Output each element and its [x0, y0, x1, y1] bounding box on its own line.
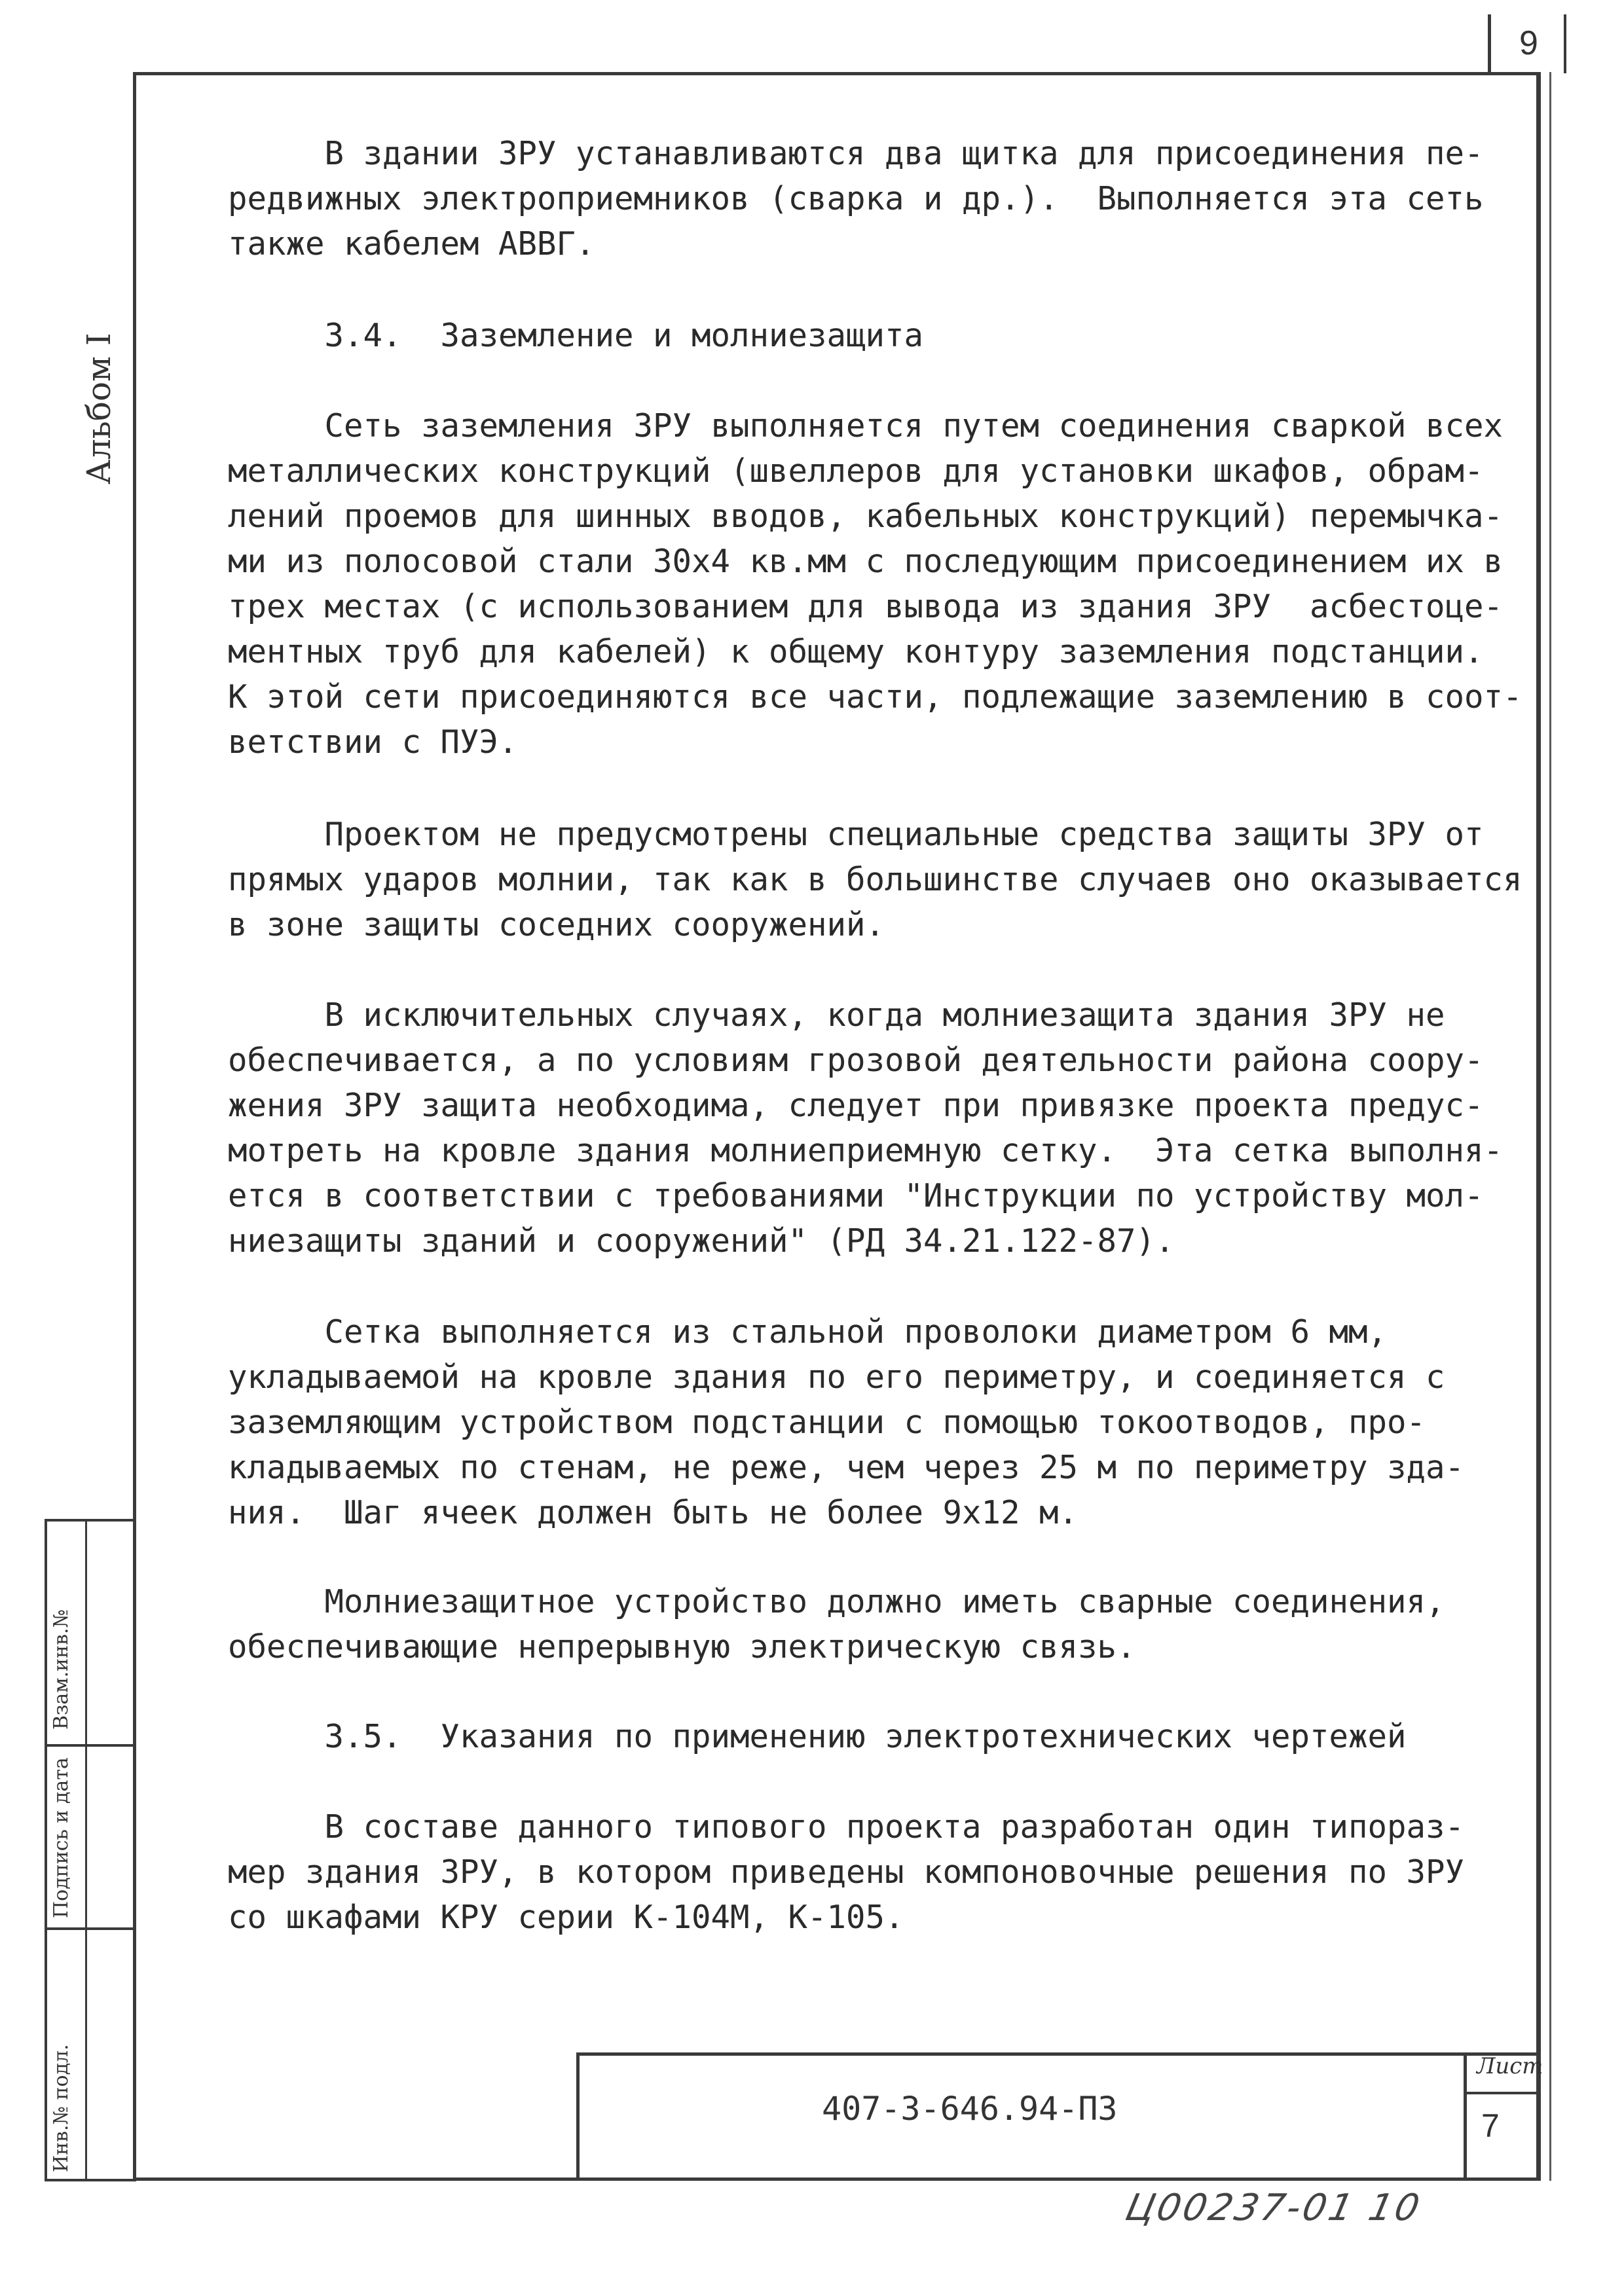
paragraph-grounding-network: Сеть заземления ЗРУ выполняется путем соединения сваркой всех металлических конструкций (швеллеров для установки шкафов, обрам- лений проемов для шинных вводов, кабельных конструкций) перемычка- ми из полосовой стали 30х4 кв.мм с последующим присоединением их в трех местах (с использованием для вывода из здания ЗРУ асбестоце- ментных труб для кабелей) к общему контуру заземления подстанции. К этой сети присоединяются все части, подлежащие заземлению в соот- ветствии с ПУЭ. [228, 407, 1522, 761]
sheet-cell-separator [1467, 2092, 1541, 2094]
stamp-row-divider [47, 1927, 136, 1930]
paragraph-lightning-not-provided: Проектом не предусмотрены специальные средства защиты ЗРУ от прямых ударов молнии, так как в большинстве случаев оно оказывается в зоне защиты соседних сооружений. [228, 816, 1522, 943]
paragraph-mobile-receivers: В здании ЗРУ устанавливаются два щитка для присоединения пе- редвижных электроприемников (сварка и др.). Выполняется эта сеть также кабелем АВВГ. [228, 135, 1484, 263]
sheet-number: 7 [1481, 2107, 1500, 2144]
stamp-signature-date: Подпись и дата [50, 1757, 73, 1918]
album-label: Альбом I [80, 333, 118, 484]
sheet-label: Лист [1477, 2053, 1543, 2079]
frame-outer-right-line [1549, 72, 1551, 2181]
stamp-row-divider [47, 1744, 136, 1747]
paragraph-welded-joints: Молниезащитное устройство должно иметь сварные соединения, обеспечивающие непрерывную электрическую связь. [228, 1583, 1445, 1666]
stamp-column-divider [85, 1522, 87, 2179]
paragraph-exceptional-cases: В исключительных случаях, когда молниезащита здания ЗРУ не обеспечивается, а по условиям грозовой деятельности района соору- жения ЗРУ защита необходима, следует при привязке проекта предус- мотреть на кровле здания молниеприемную сетку. Эта сетка выполня- ется в соответствии с требованиями "Инструкции по устройству мол- ниезащиты зданий и сооружений" (РД 34.21.122-87). [228, 996, 1504, 1260]
stamp-inv-original: Инв.№ подл. [50, 2044, 73, 2172]
paragraph-typical-project: В составе данного типового проекта разработан один типораз- мер здания ЗРУ, в котором приведены компоновочные решения по ЗРУ со шкафами КРУ серии К-104М, К-105. [228, 1808, 1465, 1936]
stamp-exchange-inv: Взам.инв.№ [50, 1609, 73, 1730]
section-heading-drawings: 3.5. Указания по применению электротехнических чертежей [228, 1718, 1407, 1755]
handwritten-inventory-note: Ц00237-01 10 [1122, 2187, 1426, 2229]
page-number: 9 [1519, 24, 1538, 62]
section-heading-grounding: 3.4. Заземление и молниезащита [228, 317, 924, 354]
paragraph-mesh: Сетка выполняется из стальной проволоки диаметром 6 мм, укладываемой на кровле здания по его периметру, и соединяется с заземляющим устройством подстанции с помощью токоотводов, про- кладываемых по стенам, не реже, чем через 25 м по периметру зда- ния. Шаг ячеек должен быть не более 9х12 м. [228, 1313, 1465, 1531]
document-code: 407-3-646.94-ПЗ [822, 2090, 1118, 2128]
